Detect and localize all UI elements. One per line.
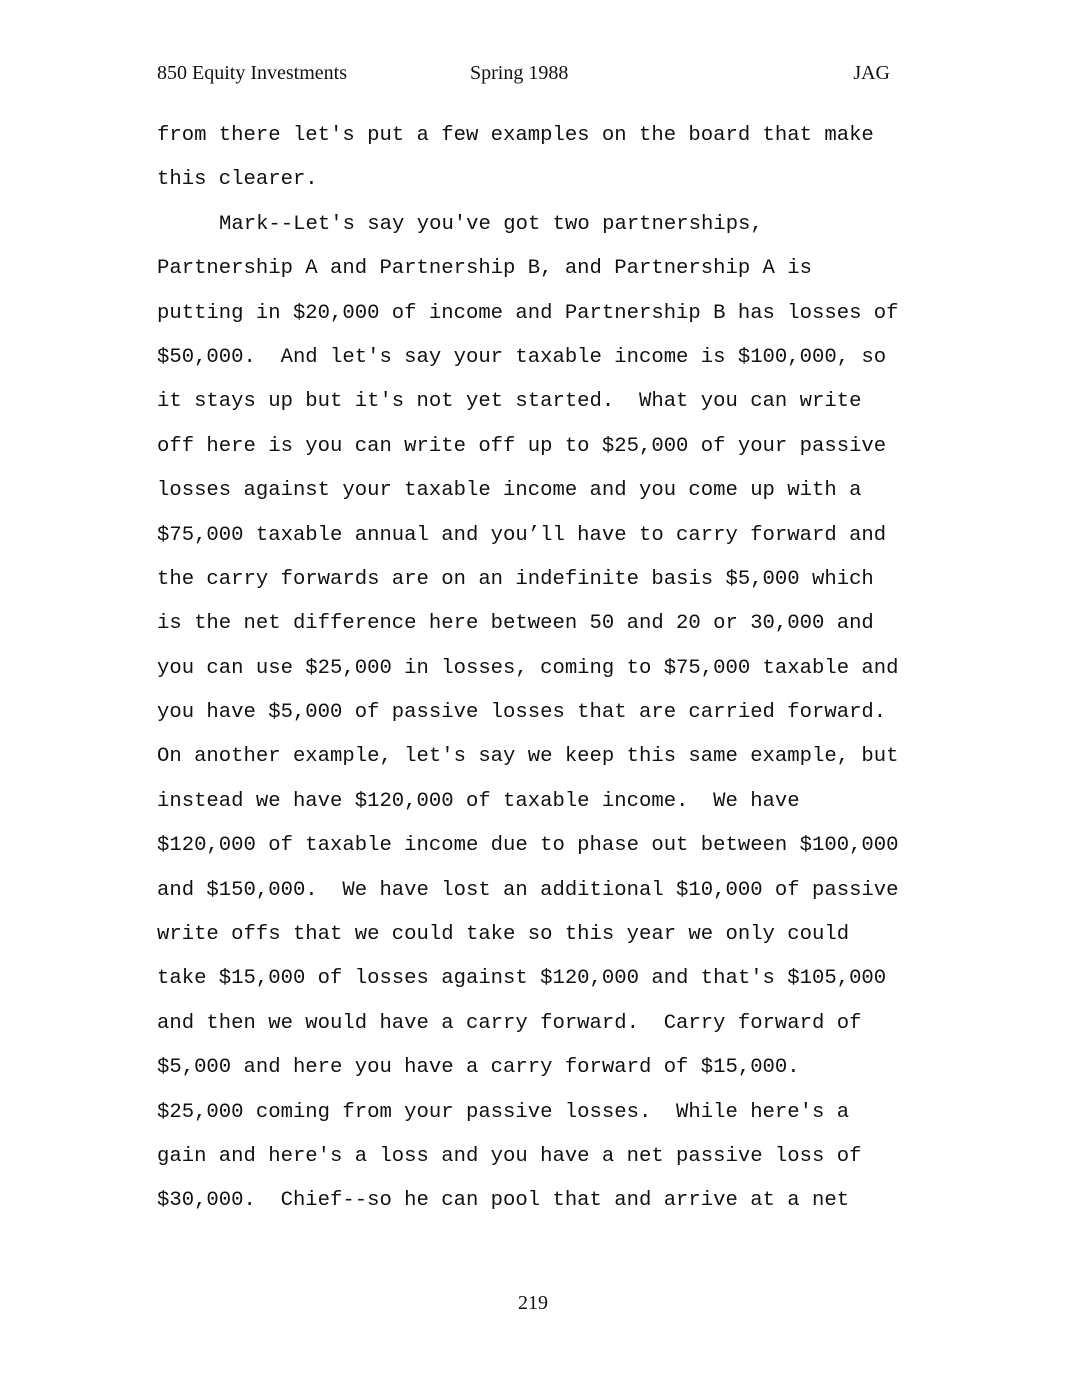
text-line: take $15,000 of losses against $120,000 and that's $105,000 xyxy=(157,967,887,991)
text-line: $30,000. Chief--so he can pool that and arrive at a net xyxy=(157,1189,850,1213)
text-line: $120,000 of taxable income due to phase out between $100,000 xyxy=(157,834,899,858)
text-line: On another example, let's say we keep this same example, but xyxy=(157,745,899,769)
text-line: you have $5,000 of passive losses that are carried forward. xyxy=(157,701,887,725)
header-initials: JAG xyxy=(853,62,890,84)
text-line: $50,000. And let's say your taxable income is $100,000, so xyxy=(157,345,887,369)
header-term: Spring 1988 xyxy=(470,62,569,84)
text-line: Mark--Let's say you've got two partnerships, xyxy=(219,212,763,236)
text-line: $5,000 and here you have a carry forward of $15,000. xyxy=(157,1056,800,1080)
text-line: is the net difference here between 50 and 20 or 30,000 and xyxy=(157,612,874,636)
text-line: write offs that we could take so this year we only could xyxy=(157,923,850,947)
text-line: putting in $20,000 of income and Partnership B has losses of xyxy=(157,301,899,325)
page-header xyxy=(0,62,1066,92)
text-line: Partnership A and Partnership B, and Partnership A is xyxy=(157,257,812,281)
text-line: and $150,000. We have lost an additional $10,000 of passive xyxy=(157,878,899,902)
text-line: $25,000 coming from your passive losses. While here's a xyxy=(157,1100,850,1124)
text-line: this clearer. xyxy=(157,168,318,192)
header-course-title: 850 Equity Investments xyxy=(157,62,347,84)
text-line: losses against your taxable income and you come up with a xyxy=(157,479,862,503)
text-line: off here is you can write off up to $25,000 of your passive xyxy=(157,434,887,458)
page-number: 219 xyxy=(518,1292,548,1314)
text-line: from there let's put a few examples on the board that make xyxy=(157,124,874,147)
text-line: $75,000 taxable annual and you’ll have to carry forward and xyxy=(157,523,887,547)
text-line: and then we would have a carry forward. Carry forward of xyxy=(157,1011,862,1035)
text-line: the carry forwards are on an indefinite basis $5,000 which xyxy=(157,567,874,591)
text-line: it stays up but it's not yet started. What you can write xyxy=(157,390,862,414)
text-line: gain and here's a loss and you have a net passive loss of xyxy=(157,1144,862,1168)
transcript-body xyxy=(157,114,917,1224)
text-line: you can use $25,000 in losses, coming to $75,000 taxable and xyxy=(157,656,899,680)
text-line: instead we have $120,000 of taxable income. We have xyxy=(157,789,800,813)
